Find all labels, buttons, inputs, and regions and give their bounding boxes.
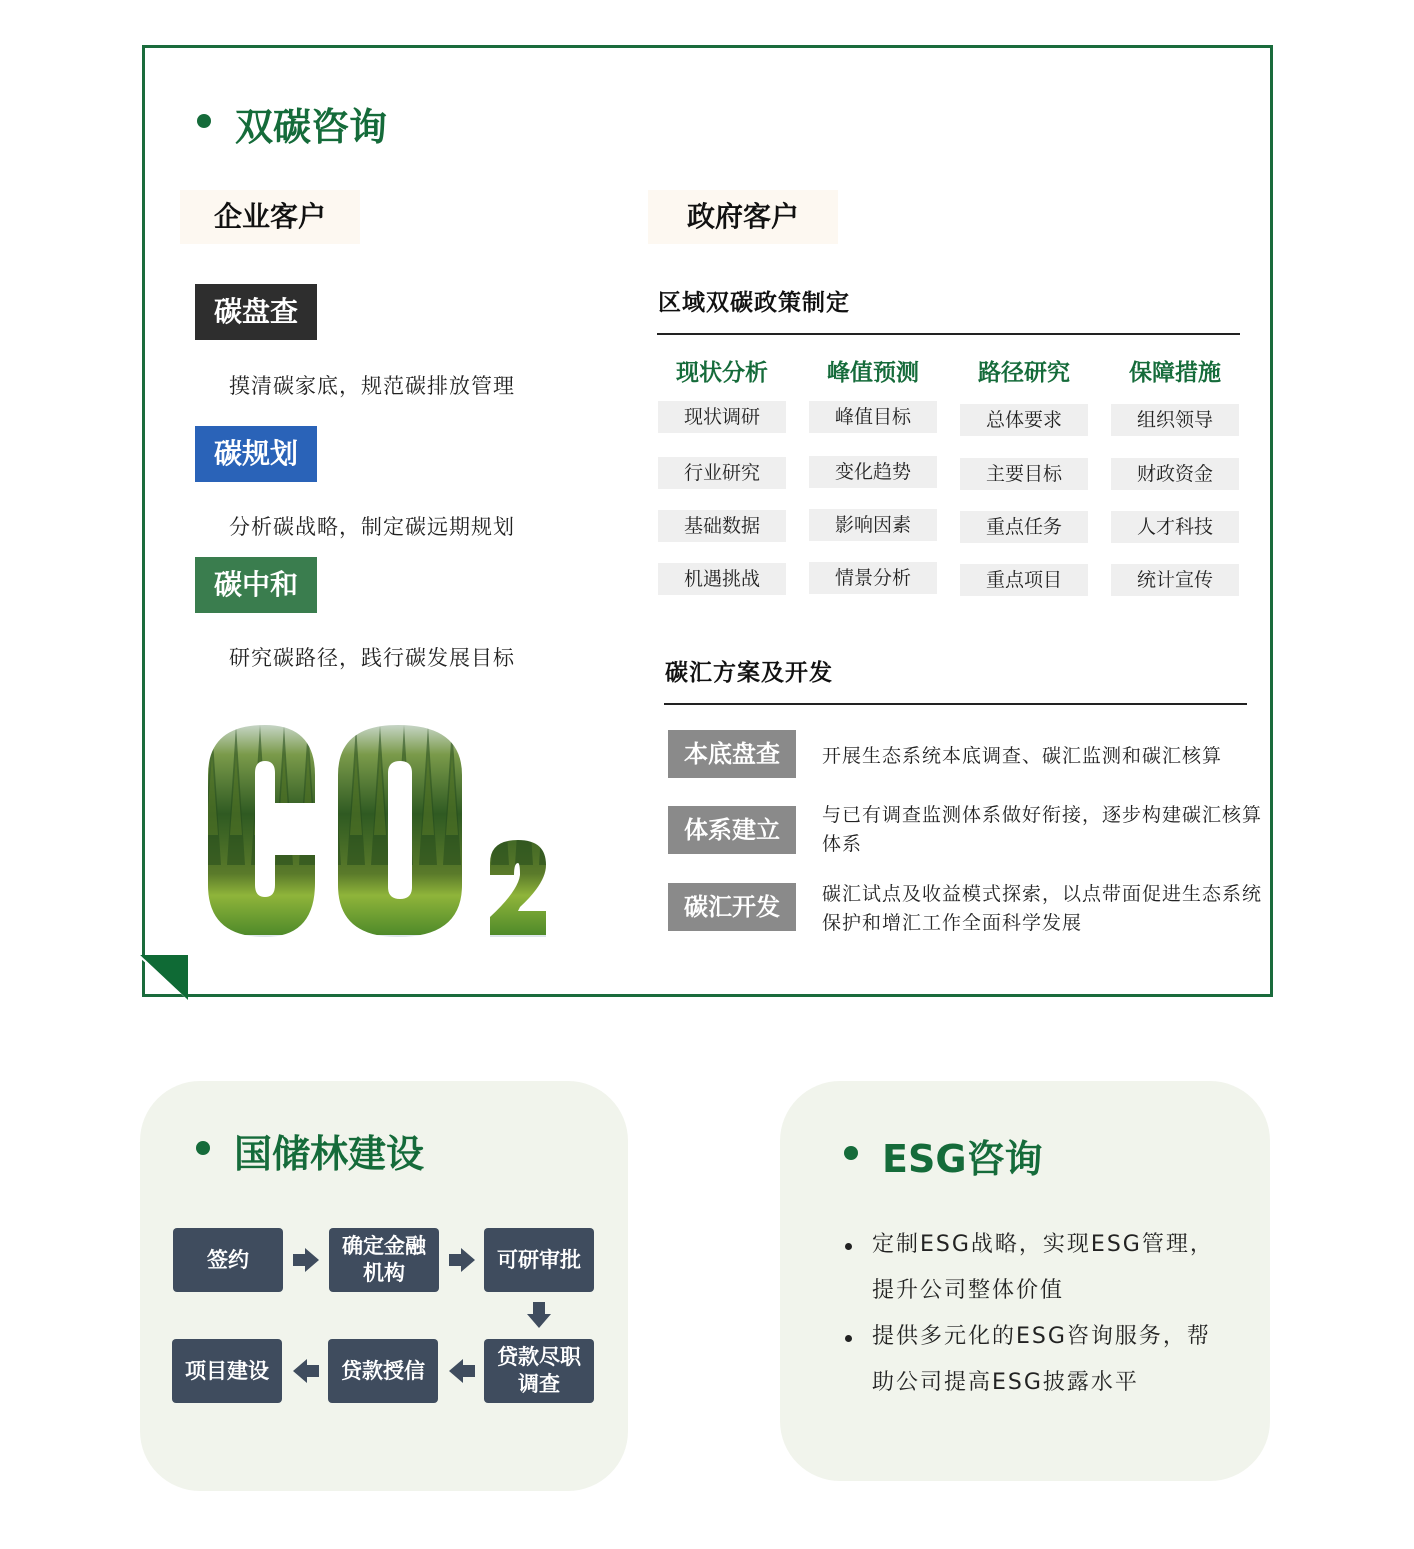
arrow-right-icon [293, 1248, 319, 1272]
carbon-inventory-label: 碳盘查 [195, 284, 317, 340]
sink-development-label: 碳汇开发 [668, 883, 796, 931]
esg-item-1-line2: 提升公司整体价值 [872, 1278, 1065, 1303]
flow-step-text: 贷款授信 [341, 1358, 425, 1383]
flow-step-text: 机构 [363, 1261, 405, 1285]
policy-cell: 影响因素 [809, 509, 937, 541]
policy-cell: 现状调研 [658, 401, 786, 433]
baseline-survey-label: 本底盘查 [668, 730, 796, 778]
flow-step-approval [484, 1228, 594, 1292]
esg-item-1-line1: 定制ESG战略，实现ESG管理， [872, 1232, 1214, 1257]
arrow-left-icon [449, 1359, 475, 1383]
policy-cell: 总体要求 [960, 404, 1088, 436]
carbon-neutral-label: 碳中和 [195, 557, 317, 613]
dual-carbon-title: 双碳咨询 [235, 105, 388, 149]
flow-step-credit [328, 1339, 438, 1403]
policy-cell: 财政资金 [1111, 458, 1239, 490]
policy-heading: 区域双碳政策制定 [658, 290, 850, 316]
reserve-forest-title: 国储林建设 [234, 1132, 425, 1176]
system-build-desc: 与已有调查监测体系做好衔接，逐步构建碳汇核算体系 [822, 804, 1263, 855]
policy-cell: 重点任务 [960, 511, 1088, 543]
col-peak-forecast: 峰值预测 [827, 360, 919, 386]
esg-item-2-line1: 提供多元化的ESG咨询服务，帮 [872, 1324, 1211, 1349]
section-bullet [844, 1146, 858, 1160]
list-bullet [845, 1335, 852, 1342]
baseline-survey-desc: 开展生态系统本底调查、碳汇监测和碳汇核算 [822, 745, 1223, 767]
policy-cell: 主要目标 [960, 458, 1088, 490]
policy-cell: 人才科技 [1111, 511, 1239, 543]
policy-cell: 行业研究 [658, 457, 786, 489]
policy-cell: 统计宣传 [1111, 564, 1239, 596]
carbon-inventory-desc: 摸清碳家底，规范碳排放管理 [229, 374, 515, 398]
card-fold-corner [140, 955, 188, 1000]
policy-cell: 情景分析 [809, 562, 937, 594]
flow-step-text: 调查 [518, 1372, 560, 1396]
policy-cell: 基础数据 [658, 510, 786, 542]
carbon-neutral-desc: 研究碳路径，践行碳发展目标 [229, 646, 515, 670]
flow-step-text: 可研审批 [497, 1247, 581, 1272]
flow-step-text: 贷款尽职 [497, 1345, 581, 1369]
sink-development-desc: 碳汇试点及收益模式探索，以点带面促进生态系统保护和增汇工作全面科学发展 [822, 883, 1263, 934]
flow-step-bank [329, 1228, 439, 1292]
government-client-tag: 政府客户 [648, 190, 838, 244]
esg-title: ESG咨询 [882, 1137, 1043, 1181]
policy-cell: 重点项目 [960, 564, 1088, 596]
arrow-right-icon [449, 1248, 475, 1272]
flow-step-text: 确定金融 [342, 1234, 426, 1258]
policy-cell: 组织领导 [1111, 404, 1239, 436]
flow-step-sign [173, 1228, 283, 1292]
carbon-planning-label: 碳规划 [195, 426, 317, 482]
policy-cell: 机遇挑战 [658, 563, 786, 595]
enterprise-client-tag: 企业客户 [180, 190, 360, 244]
section-bullet [197, 114, 211, 128]
flow-step-text: 项目建设 [185, 1358, 269, 1383]
co2-forest-image [200, 715, 560, 950]
col-safeguards: 保障措施 [1129, 360, 1221, 386]
arrow-down-icon [527, 1302, 551, 1328]
section-bullet [196, 1141, 210, 1155]
policy-cell: 变化趋势 [809, 456, 937, 488]
sink-divider [664, 703, 1247, 705]
policy-divider [657, 333, 1240, 335]
arrow-left-icon [293, 1359, 319, 1383]
sink-heading: 碳汇方案及开发 [665, 660, 833, 686]
flow-step-construction [172, 1339, 282, 1403]
carbon-planning-desc: 分析碳战略，制定碳远期规划 [229, 515, 515, 539]
system-build-label: 体系建立 [668, 806, 796, 854]
esg-item-2-line2: 助公司提高ESG披露水平 [872, 1370, 1139, 1395]
flow-step-due-diligence [484, 1339, 594, 1403]
col-path-research: 路径研究 [978, 360, 1070, 386]
col-current-analysis: 现状分析 [676, 360, 768, 386]
policy-cell: 峰值目标 [809, 401, 937, 433]
flow-step-text: 签约 [207, 1247, 249, 1272]
list-bullet [845, 1243, 852, 1250]
